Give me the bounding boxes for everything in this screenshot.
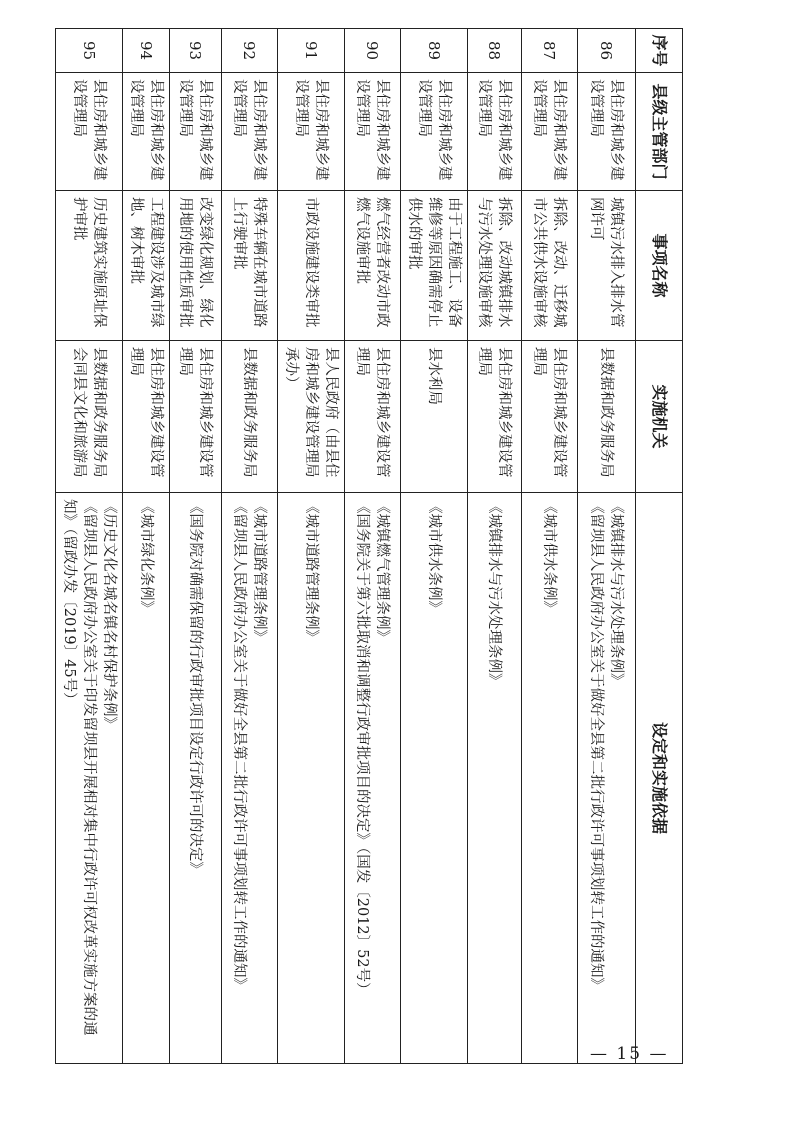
row-name: 工程建设涉及城市绿地、树木审批 — [123, 191, 170, 341]
row-seq: 89 — [401, 29, 468, 73]
row-name: 特殊车辆在城市道路上行驶审批 — [222, 191, 278, 341]
row-name: 由于工程施工、设备维修等原因确需停止供水的审批 — [401, 191, 468, 341]
rotated-table-container — [61, 28, 683, 1063]
basis-line: 《城镇排水与污水处理条例》 — [486, 499, 503, 688]
row-dept: 县住房和城乡建设管理局 — [222, 73, 278, 191]
row-basis — [468, 493, 522, 1064]
row-name: 改变绿化规划、绿化用地的使用性质审批 — [170, 191, 222, 341]
row-basis — [170, 493, 222, 1064]
basis-line: 《城镇燃气管理条例》 — [374, 499, 391, 644]
row-seq: 86 — [578, 29, 636, 73]
row-basis — [56, 493, 123, 1064]
basis-line: 《城市供水条例》 — [541, 499, 558, 615]
row-dept: 县住房和城乡建设管理局 — [578, 73, 636, 191]
row-org: 县数据和政务服务局 — [578, 341, 636, 493]
row-dept: 县住房和城乡建设管理局 — [522, 73, 578, 191]
row-dept: 县住房和城乡建设管理局 — [468, 73, 522, 191]
basis-line: 《留坝县人民政府办公室关于做好全县第二批行政许可事项划转工作的通知》 — [231, 499, 248, 992]
row-basis — [222, 493, 278, 1064]
row-org: 县住房和城乡建设管理局 — [170, 341, 222, 493]
table-row — [56, 29, 123, 1064]
page-number: — 15 — — [590, 1044, 669, 1064]
header-seq: 序号 — [636, 29, 683, 73]
row-seq: 94 — [123, 29, 170, 73]
basis-line: 《国务院关于第六批取消和调整行政审批项目的决定》（国发〔2012〕52号） — [354, 499, 371, 997]
row-basis — [522, 493, 578, 1064]
basis-line: 《城市道路管理条例》 — [303, 499, 319, 644]
row-org: 县住房和城乡建设管理局 — [468, 341, 522, 493]
row-name: 城镇污水排入排水管网许可 — [578, 191, 636, 341]
basis-line: 《国务院对确需保留的行政审批项目设定行政许可的决定》 — [187, 499, 204, 876]
basis-line: 《城镇排水与污水处理条例》 — [608, 499, 625, 688]
basis-line: 《城市道路管理条例》 — [251, 499, 268, 644]
row-seq: 91 — [278, 29, 345, 73]
row-dept: 县住房和城乡建设管理局 — [278, 73, 345, 191]
row-basis — [578, 493, 636, 1064]
row-name: 历史建筑实施原址保护审批 — [56, 191, 123, 341]
row-dept: 县住房和城乡建设管理局 — [56, 73, 123, 191]
row-org: 县人民政府（由县住房和城乡建设管理局承办） — [278, 341, 345, 493]
row-basis — [123, 493, 170, 1064]
row-name: 拆除、改动、迁移城市公共供水设施审核 — [522, 191, 578, 341]
header-name: 事项名称 — [636, 191, 683, 341]
row-org: 县住房和城乡建设管理局 — [345, 341, 401, 493]
table-row — [468, 29, 522, 1064]
table-row — [123, 29, 170, 1064]
header-org: 实施机关 — [636, 341, 683, 493]
header-basis: 设定和实施依据 — [636, 493, 683, 1064]
row-name: 燃气经营者改动市政燃气设施审批 — [345, 191, 401, 341]
table-row — [222, 29, 278, 1064]
table-header-row — [636, 29, 683, 1064]
row-dept: 县住房和城乡建设管理局 — [345, 73, 401, 191]
row-org: 县水利局 — [401, 341, 468, 493]
basis-line: 《留坝县人民政府办公室关于做好全县第二批行政许可事项划转工作的通知》 — [588, 499, 605, 992]
row-org: 县住房和城乡建设管理局 — [123, 341, 170, 493]
basis-line: 《历史文化名城名镇名村保护条例》 — [101, 499, 117, 731]
table-row — [278, 29, 345, 1064]
row-basis — [278, 493, 345, 1064]
row-seq: 95 — [56, 29, 123, 73]
row-seq: 93 — [170, 29, 222, 73]
row-name: 拆除、改动城镇排水与污水处理设施审核 — [468, 191, 522, 341]
row-name: 市政设施建设类审批 — [278, 191, 345, 341]
row-seq: 92 — [222, 29, 278, 73]
row-seq: 87 — [522, 29, 578, 73]
basis-line: 《城市绿化条例》 — [138, 499, 154, 615]
row-org: 县数据和政务服务局 — [222, 341, 278, 493]
table-row — [578, 29, 636, 1064]
row-org: 县数据和政务服务局会同县文化和旅游局 — [56, 341, 123, 493]
row-seq: 90 — [345, 29, 401, 73]
row-basis — [401, 493, 468, 1064]
approval-items-table — [55, 28, 683, 1064]
table-row — [345, 29, 401, 1064]
table-row — [522, 29, 578, 1064]
table-row — [401, 29, 468, 1064]
row-basis — [345, 493, 401, 1064]
basis-line: 《留坝县人民政府办公室关于印发留坝县开展相对集中行政许可权改革实施方案的通知》（留政办发〔2019〕45号） — [61, 499, 97, 1036]
row-dept: 县住房和城乡建设管理局 — [123, 73, 170, 191]
basis-line: 《城市供水条例》 — [426, 499, 442, 615]
row-org: 县住房和城乡建设管理局 — [522, 341, 578, 493]
row-dept: 县住房和城乡建设管理局 — [401, 73, 468, 191]
row-dept: 县住房和城乡建设管理局 — [170, 73, 222, 191]
table-body — [56, 29, 636, 1064]
row-seq: 88 — [468, 29, 522, 73]
header-dept: 县级主管部门 — [636, 73, 683, 191]
table-row — [170, 29, 222, 1064]
